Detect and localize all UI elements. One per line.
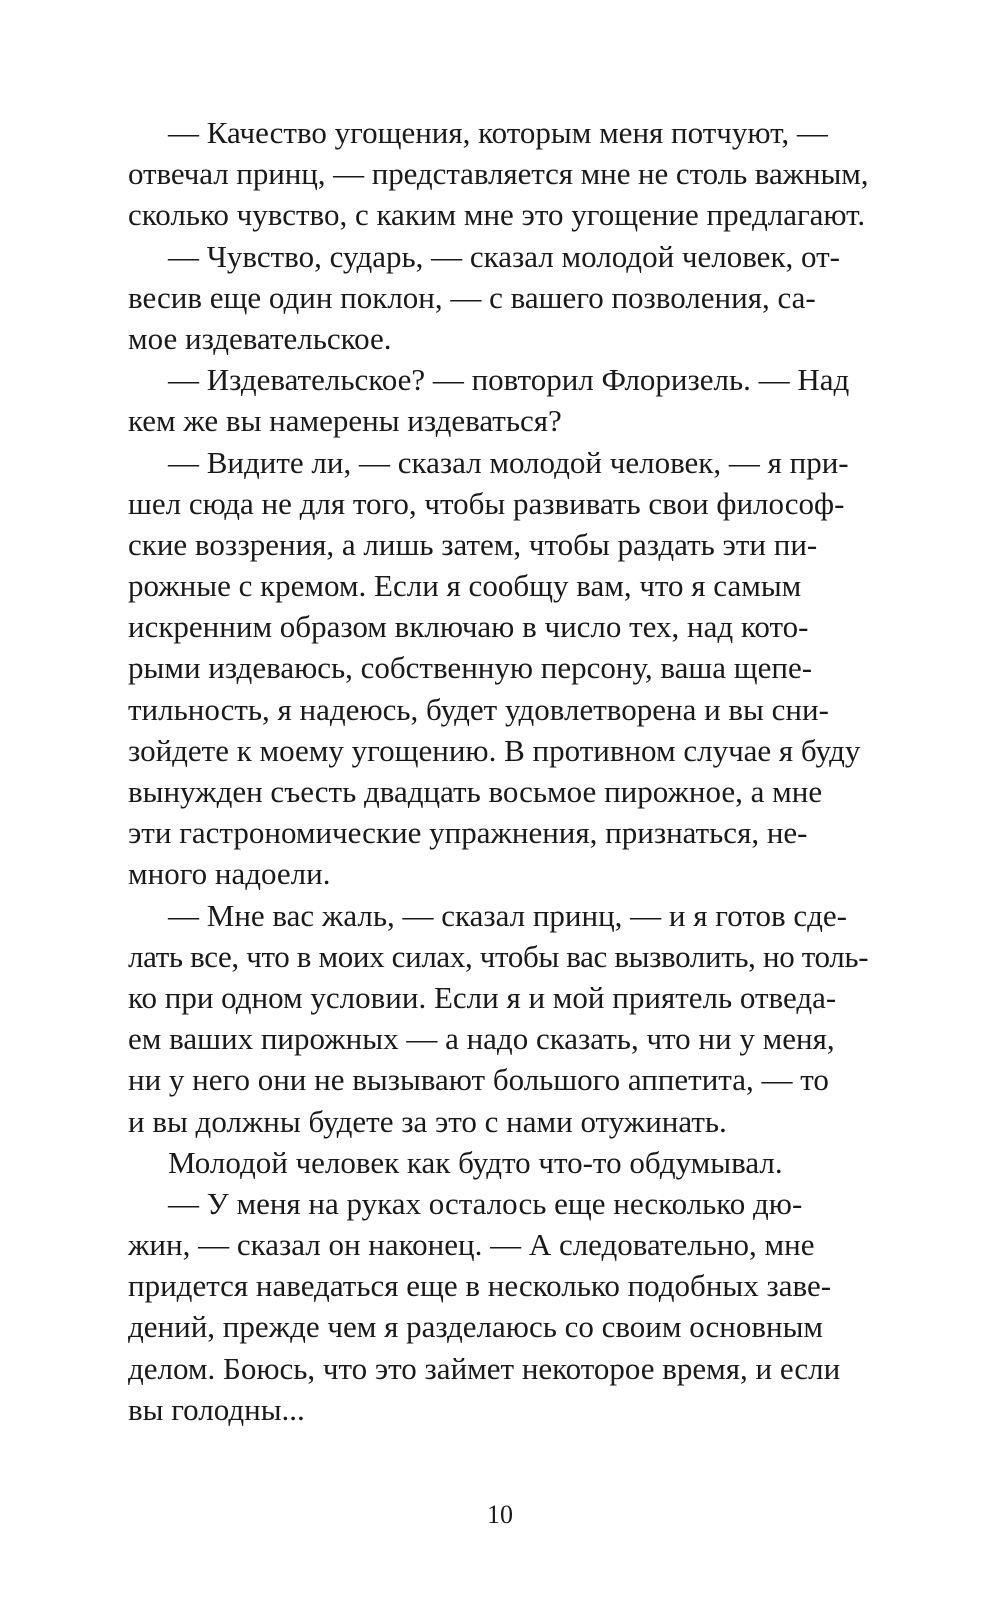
text-line: ем ваших пирожных — а надо сказать, что ни у меня, bbox=[128, 1021, 835, 1057]
text-line: — Чувство, сударь, — сказал молодой человек, от- bbox=[168, 238, 840, 274]
text-line: придется наведаться еще в несколько подобных заве- bbox=[128, 1268, 832, 1304]
text-line: рожные с кремом. Если я сообщу вам, что я самым bbox=[128, 568, 802, 604]
text-line: весив еще один поклон, — с вашего позволения, са- bbox=[128, 279, 816, 315]
text-line: эти гастрономические упражнения, признаться, не- bbox=[128, 815, 808, 851]
text-line: дений, прежде чем я разделаюсь со своим основным bbox=[128, 1309, 824, 1345]
text-line: — Мне вас жаль, — сказал принц, — и я готов сде- bbox=[168, 897, 847, 933]
body-text bbox=[128, 112, 868, 1430]
text-line: — Видите ли, — сказал молодой человек, — я при- bbox=[168, 444, 849, 480]
text-line: и вы должны будете за это с нами отужинать. bbox=[128, 1103, 727, 1139]
text-line: — Качество угощения, которым меня потчуют, — bbox=[168, 115, 828, 150]
text-line: ко при одном условии. Если я и мой приятель отведа- bbox=[128, 979, 837, 1015]
text-line: кем же вы намерены издеваться? bbox=[128, 403, 562, 439]
text-line: тильность, я надеюсь, будет удовлетворена и вы сни- bbox=[128, 691, 829, 727]
text-line: мое издевательское. bbox=[128, 320, 392, 356]
text-line: вы голодны... bbox=[128, 1391, 305, 1427]
text-line: Молодой человек как будто что-то обдумывал. bbox=[168, 1144, 783, 1180]
text-line: зойдете к моему угощению. В противном случае я буду bbox=[128, 732, 861, 768]
text-line: — Издевательское? — повторил Флоризель. — Над bbox=[168, 362, 850, 398]
text-line: — У меня на руках осталось еще несколько дю- bbox=[168, 1185, 803, 1221]
text-line: вынужден съесть двадцать восьмое пирожное, а мне bbox=[128, 774, 823, 809]
text-line: шел сюда не для того, чтобы развивать свои философ- bbox=[128, 485, 845, 521]
text-line: отвечал принц, — представляется мне не столь важным, bbox=[128, 156, 869, 192]
text-line: искренним образом включаю в число тех, над кото- bbox=[128, 609, 809, 645]
text-line: жин, — сказал он наконец. — А следовательно, мне bbox=[128, 1227, 815, 1263]
text-line: сколько чувство, с каким мне это угощение предлагают. bbox=[128, 197, 866, 233]
text-line: лать все, что в моих силах, чтобы вас вызволить, но толь- bbox=[128, 938, 869, 974]
text-line: много надоели. bbox=[128, 856, 331, 892]
text-line: делом. Боюсь, что это займет некоторое время, и если bbox=[128, 1350, 841, 1386]
text-line: ни у него они не вызывают большого аппетита, — то bbox=[128, 1062, 829, 1098]
text-line: рыми издеваюсь, собственную персону, ваша щепе- bbox=[128, 650, 813, 686]
page-number: 10 bbox=[487, 1500, 513, 1529]
text-line: ские воззрения, а лишь затем, чтобы раздать эти пи- bbox=[128, 526, 818, 562]
